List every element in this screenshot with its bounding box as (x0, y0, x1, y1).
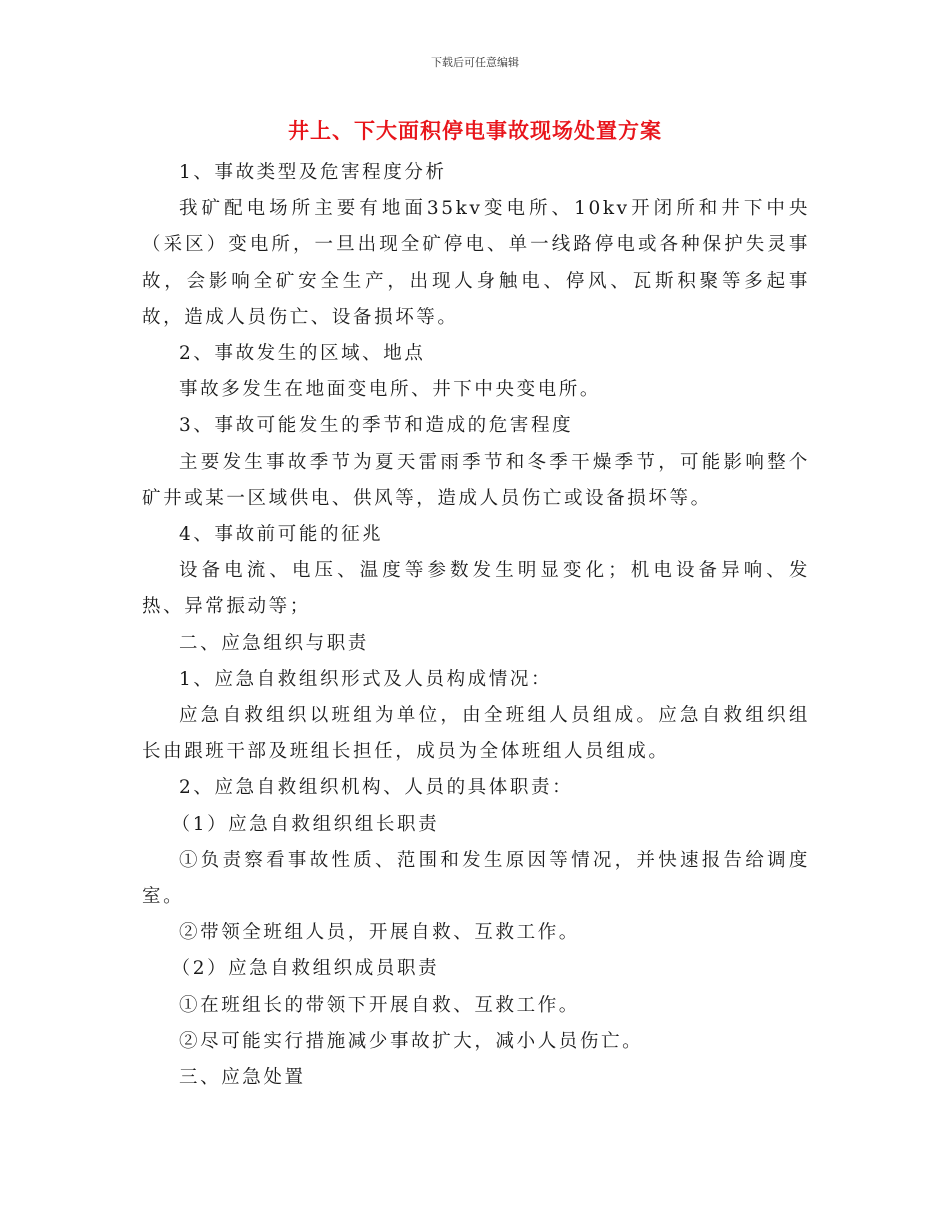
document-title: 井上、下大面积停电事故现场处置方案 (288, 119, 662, 143)
section-heading-accident-season: 3、事故可能发生的季节和造成的危害程度 (179, 415, 574, 437)
paragraph-accident-location: 事故多发生在地面变电所、井下中央变电所。 (179, 379, 602, 401)
header-note: 下载后可任意编辑 (431, 56, 519, 69)
paragraph-accident-season: 主要发生事故季节为夏天雷雨季节和冬季干燥季节，可能影响整个矿井或某一区域供电、供风等，造成人员伤亡或设备损坏等。 (142, 451, 810, 509)
paragraph-accident-type: 我矿配电场所主要有地面35kv变电所、10kv开闭所和井下中央（采区）变电所，一旦出现全矿停电、单一线路停电或各种保护失灵事故，会影响全矿安全生产，出现人身触电、停风、瓦斯积聚等多起事故，造成人员伤亡、设备损坏等。 (142, 198, 810, 328)
subheading-org-duties: 2、应急自救组织机构、人员的具体职责： (179, 777, 574, 799)
subheading-leader-duties: （1）应急自救组织组长职责 (171, 813, 440, 835)
section-heading-accident-type: 1、事故类型及危害程度分析 (179, 162, 447, 183)
section-heading-accident-signs: 4、事故前可能的征兆 (179, 524, 384, 546)
subheading-member-duties: （2）应急自救组织成员职责 (171, 958, 440, 980)
document-body (142, 155, 810, 1096)
section-heading-accident-location: 2、事故发生的区域、地点 (179, 343, 426, 365)
list-item-leader-duty-1: ①负责察看事故性质、范围和发生原因等情况，并快速报告给调度室。 (142, 849, 810, 908)
paragraph-accident-signs: 设备电流、电压、温度等参数发生明显变化；机电设备异响、发热、异常振动等； (142, 560, 810, 618)
list-item-member-duty-2: ②尽可能实行措施减少事故扩大，减小人员伤亡。 (179, 1030, 644, 1052)
section-heading-emergency-org: 二、应急组织与职责 (179, 632, 369, 654)
list-item-leader-duty-2: ②带领全班组人员，开展自救、互救工作。 (179, 922, 580, 944)
list-item-member-duty-1: ①在班组长的带领下开展自救、互救工作。 (179, 994, 580, 1016)
paragraph-org-form: 应急自救组织以班组为单位，由全班组人员组成。应急自救组织组长由跟班干部及班组长担任，成员为全体班组人员组成。 (142, 705, 810, 763)
section-heading-emergency-response: 三、应急处置 (179, 1067, 306, 1089)
subheading-org-form: 1、应急自救组织形式及人员构成情况： (179, 668, 553, 690)
